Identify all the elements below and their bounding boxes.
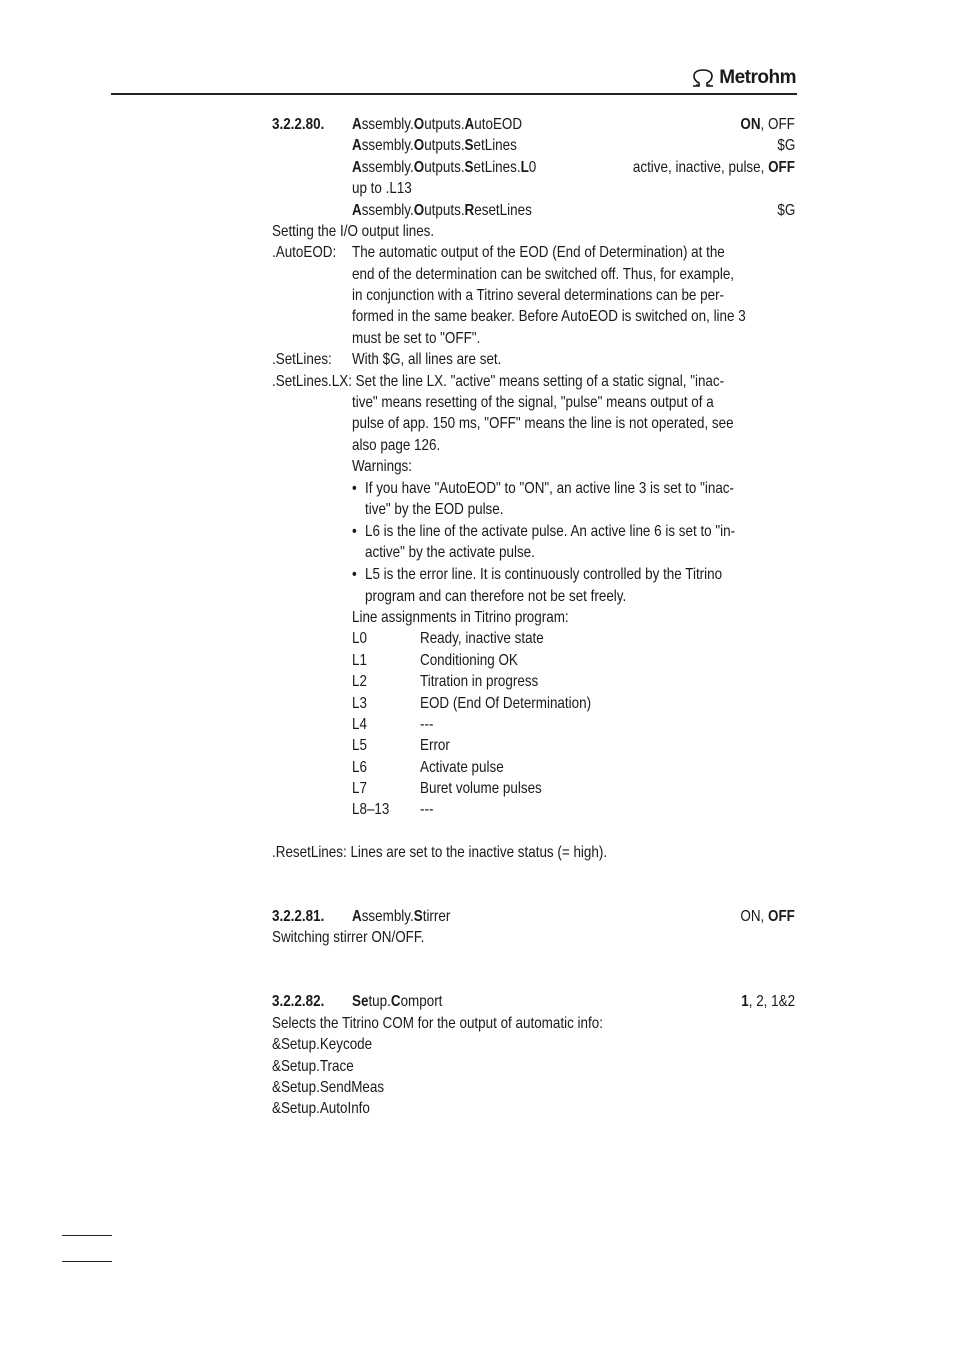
assignment-line: L2 [352,673,367,690]
assignments-title: Line assignments in Titrino program: [352,609,569,626]
assignment-desc: Conditioning OK [420,652,518,669]
autoeod-desc-line: in conjunction with a Titrino several determinations can be per- [352,287,725,304]
setlineslx-desc-line: also page 126. [352,437,441,454]
related-command: &Setup.SendMeas [272,1079,385,1096]
warning-item: If you have "AutoEOD" to "ON", an active line 3 is set to "inac- [365,480,734,497]
header-rule [111,93,797,95]
command-setlines: Assembly.Outputs.SetLines [352,137,517,154]
value-resetlines: $G [777,202,795,219]
value-setlines-l0: active, inactive, pulse, OFF [632,159,795,176]
setlineslx-desc-line: pulse of app. 150 ms, "OFF" means the line is not operated, see [352,415,734,432]
setlineslx-desc: .SetLines.LX: Set the line LX. "active" means setting of a static signal, "inac- [272,373,725,390]
brand-name: Metrohm [719,67,796,88]
resetlines-desc: .ResetLines: Lines are set to the inactive status (= high). [272,844,608,861]
autoeod-desc-line: formed in the same beaker. Before AutoEOD is switched on, line 3 [352,308,746,325]
value-setlines: $G [777,137,795,154]
warnings-label: Warnings: [352,458,413,475]
warning-item: L6 is the line of the activate pulse. An active line 6 is set to "in- [365,523,736,540]
bullet-icon: • [352,523,357,540]
bullet-icon: • [352,566,357,583]
section-number: 3.2.2.81. [272,908,325,925]
footer-rule [62,1261,112,1262]
assignment-desc: --- [420,716,434,733]
autoeod-desc-line: must be set to "OFF". [352,330,481,347]
setlines-label: .SetLines: [272,351,332,368]
assignment-line: L5 [352,737,367,754]
autoeod-desc-line: end of the determination can be switched off. Thus, for example, [352,266,735,283]
assignment-desc: Buret volume pulses [420,780,542,797]
brand-logo [690,66,796,90]
assignment-desc: EOD (End Of Determination) [420,695,592,712]
assignment-desc: Titration in progress [420,673,539,690]
warning-item: tive" by the EOD pulse. [365,501,504,518]
related-command: &Setup.Trace [272,1058,354,1075]
intro-text: Setting the I/O output lines. [272,223,435,240]
value-autoeod: ON, OFF [740,116,795,133]
warning-item: active" by the activate pulse. [365,544,535,561]
assignment-desc: Error [420,737,450,754]
metrohm-omega-icon [690,68,716,88]
assignment-line: L6 [352,759,367,776]
up-to-text: up to .L13 [352,180,412,197]
assignment-desc: Activate pulse [420,759,504,776]
section-number: 3.2.2.82. [272,993,325,1010]
value-comport: 1, 2, 1&2 [741,993,795,1010]
command-resetlines: Assembly.Outputs.ResetLines [352,202,532,219]
assignment-desc: --- [420,801,434,818]
command-autoeod: Assembly.Outputs.AutoEOD [352,116,523,133]
warning-item: program and can therefore not be set freely. [365,588,627,605]
setlines-desc: With $G, all lines are set. [352,351,502,368]
command-setlines-l0: Assembly.Outputs.SetLines.L0 [352,159,537,176]
bullet-icon: • [352,480,357,497]
assignment-line: L7 [352,780,367,797]
stirrer-desc: Switching stirrer ON/OFF. [272,929,425,946]
autoeod-label: .AutoEOD: [272,244,337,261]
command-stirrer: Assembly.Stirrer [352,908,451,925]
autoeod-desc-line: The automatic output of the EOD (End of Determination) at the [352,244,725,261]
assignment-line: L3 [352,695,367,712]
assignment-line: L8–13 [352,801,390,818]
assignment-line: L1 [352,652,367,669]
assignment-desc: Ready, inactive state [420,630,544,647]
assignment-line: L0 [352,630,367,647]
comport-desc: Selects the Titrino COM for the output of automatic info: [272,1015,603,1032]
related-command: &Setup.AutoInfo [272,1100,370,1117]
assignment-line: L4 [352,716,367,733]
section-number: 3.2.2.80. [272,116,325,133]
value-stirrer: ON, OFF [740,908,795,925]
related-command: &Setup.Keycode [272,1036,373,1053]
command-comport: Setup.Comport [352,993,443,1010]
footer-rule [62,1235,112,1236]
warning-item: L5 is the error line. It is continuously controlled by the Titrino [365,566,723,583]
setlineslx-desc-line: tive" means resetting of the signal, "pulse" means output of a [352,394,714,411]
